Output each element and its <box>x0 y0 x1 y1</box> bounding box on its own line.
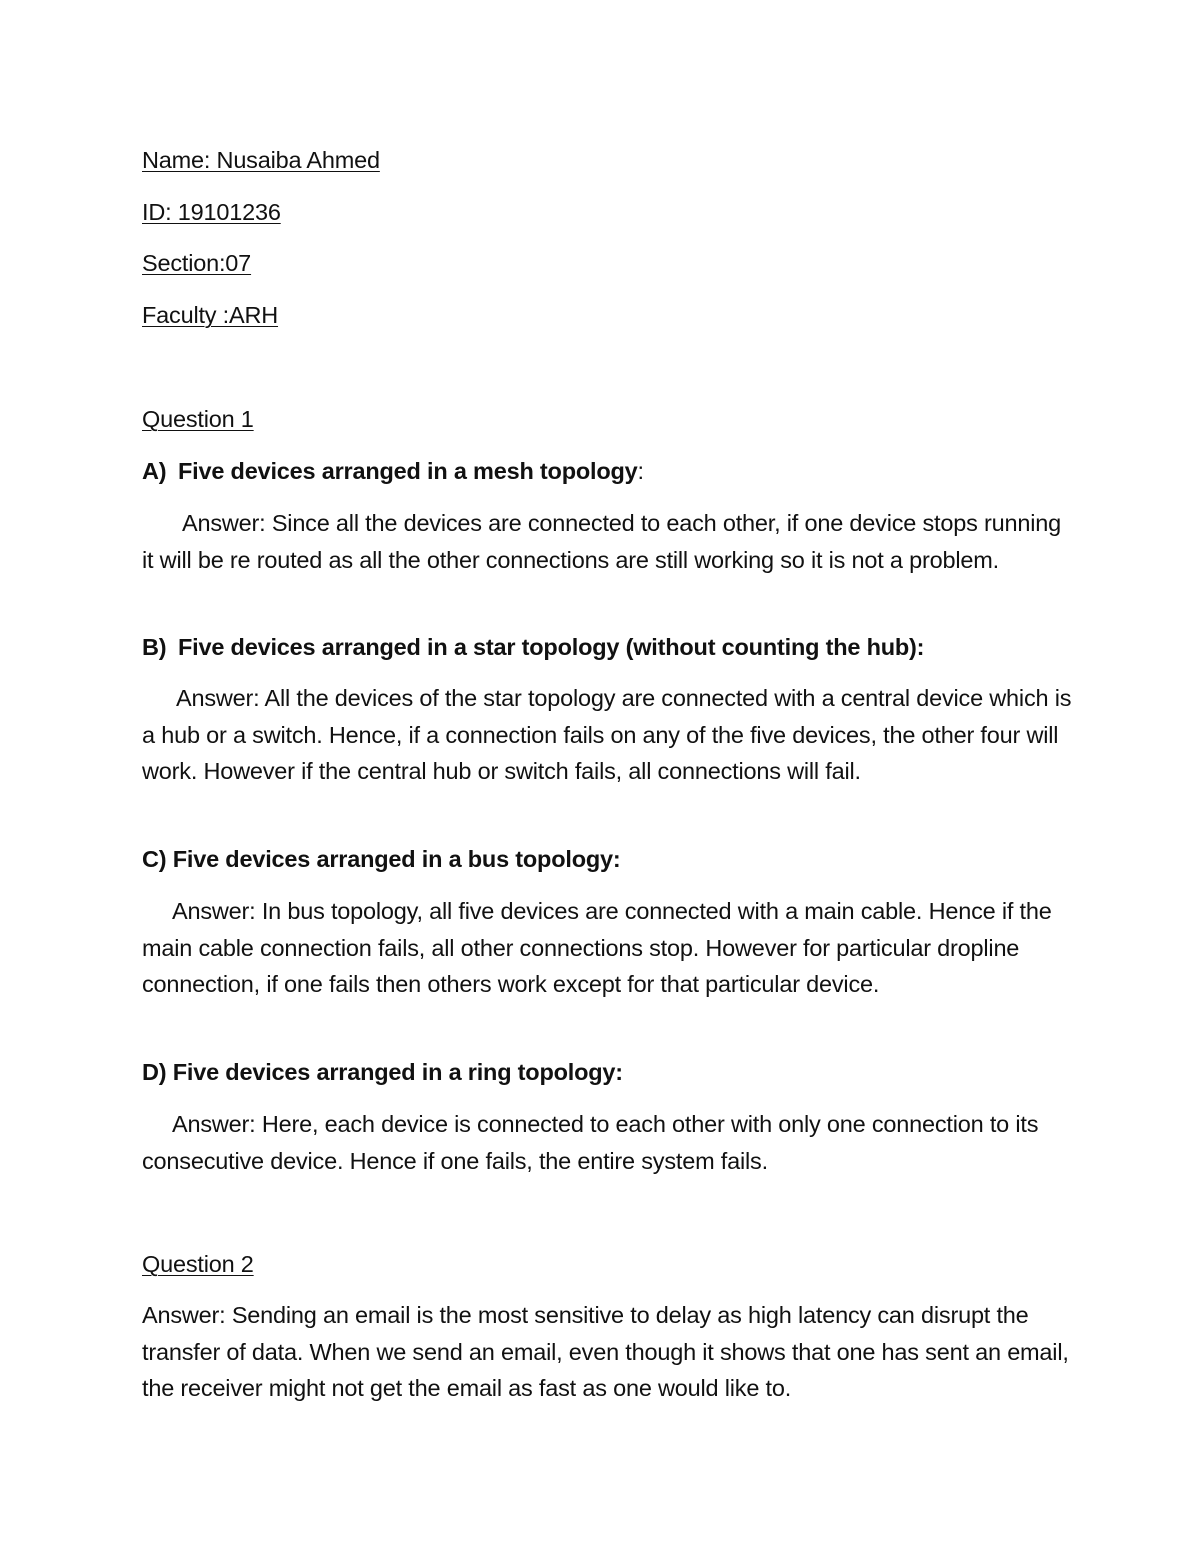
section-number: Section:07 <box>142 250 252 276</box>
question-1-part-a-heading <box>142 453 1072 490</box>
question-2-title: Question 2 <box>142 1251 254 1277</box>
question-1-part-b-heading <box>142 629 1072 666</box>
part-c-letter: C) <box>142 846 167 872</box>
question-1-part-d-answer: Answer: Here, each device is connected to each other with only one connection to its consecutive device. Hence if one fails, the entire system fails. <box>142 1111 1039 1174</box>
part-a-heading-text: Five devices arranged in a mesh topology <box>178 458 638 484</box>
question-1-part-c-answer: Answer: In bus topology, all five devices are connected with a main cable. Hence if the main cable connection fails, all other connections stop. However for particular dropline connection, if one fails then others work except for that particular device. <box>142 898 1052 997</box>
question-1-part-c-heading <box>142 841 1072 878</box>
part-b-letter: B) <box>142 634 167 660</box>
part-c-heading-text: Five devices arranged in a bus topology: <box>172 846 621 872</box>
student-name: Name: Nusaiba Ahmed <box>142 147 380 173</box>
question-1-title: Question 1 <box>142 406 254 432</box>
question-1-part-d-heading <box>142 1054 1072 1091</box>
part-b-heading-text: Five devices arranged in a star topology (without counting the hub): <box>178 634 925 660</box>
student-id: ID: 19101236 <box>142 199 281 225</box>
faculty-initials: Faculty :ARH <box>142 302 279 328</box>
part-a-heading-colon: : <box>637 458 644 484</box>
part-d-heading-text: Five devices arranged in a ring topology: <box>172 1059 623 1085</box>
part-d-letter: D) <box>142 1059 167 1085</box>
question-1-part-a-answer: Answer: Since all the devices are connected to each other, if one device stops running it will be re routed as all the other connections are still working so it is not a problem. <box>142 510 1061 573</box>
part-a-letter: A) <box>142 458 167 484</box>
question-2-answer: Answer: Sending an email is the most sensitive to delay as high latency can disrupt the transfer of data. When we send an email, even though it shows that one has sent an email, the receiver might not get the email as fast as one would like to. <box>142 1302 1069 1401</box>
question-1-part-b-answer: Answer: All the devices of the star topology are connected with a central device which is a hub or a switch. Hence, if a connection fails on any of the five devices, the other four will work. However if the central hub or switch fails, all connections will fail. <box>142 685 1072 784</box>
